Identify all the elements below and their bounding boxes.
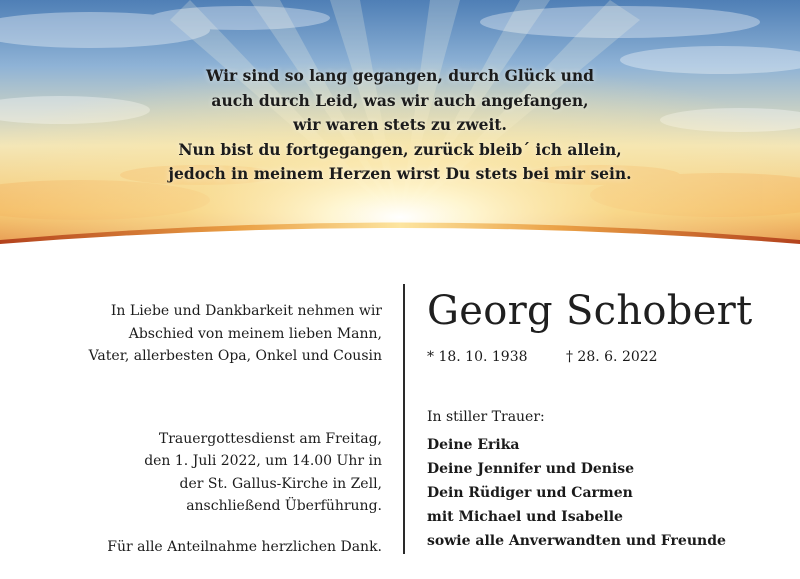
service-line: der St. Gallus-Kirche in Zell,: [179, 475, 382, 492]
birth-date: * 18. 10. 1938: [427, 349, 528, 365]
mourner-name: Dein Rüdiger und Carmen: [427, 485, 633, 501]
mourner-name: sowie alle Anverwandten und Freunde: [427, 533, 726, 549]
mourner-name: Deine Erika: [427, 437, 520, 453]
mourners-list: [427, 433, 726, 553]
farewell-line: Abschied von meinem lieben Mann,: [128, 325, 382, 342]
mourning-label: In stiller Trauer:: [427, 409, 545, 425]
farewell-text: [89, 300, 382, 368]
mourner-name: mit Michael und Isabelle: [427, 509, 623, 525]
vertical-divider: [403, 284, 405, 554]
left-column: [89, 300, 382, 558]
life-dates: [427, 347, 658, 367]
service-info: [89, 428, 382, 518]
mourner-name: Deine Jennifer und Denise: [427, 461, 635, 477]
service-line: den 1. Juli 2022, um 14.00 Uhr in: [144, 453, 382, 469]
farewell-line: In Liebe und Dankbarkeit nehmen wir: [110, 303, 382, 319]
thanks-text: Für alle Anteilnahme herzlichen Dank.: [107, 538, 382, 555]
poem-line: wir waren stets zu zweit.: [293, 115, 507, 134]
service-line: Trauergottesdienst am Freitag,: [158, 430, 382, 447]
farewell-line: Vater, allerbesten Opa, Onkel und Cousin: [88, 348, 382, 364]
poem: [0, 64, 800, 187]
service-line: anschließend Überführung.: [186, 498, 382, 514]
poem-line: auch durch Leid, was wir auch angefangen,: [211, 90, 589, 110]
death-date: † 28. 6. 2022: [565, 349, 658, 365]
poem-line: Wir sind so lang gegangen, durch Glück und: [206, 66, 594, 85]
deceased-name: Georg Schobert: [427, 288, 753, 334]
poem-line: jedoch in meinem Herzen wirst Du stets bei mir sein.: [168, 164, 632, 183]
sunset-banner: [0, 0, 800, 265]
poem-line: Nun bist du fortgegangen, zurück bleib´ ich allein,: [178, 139, 622, 159]
